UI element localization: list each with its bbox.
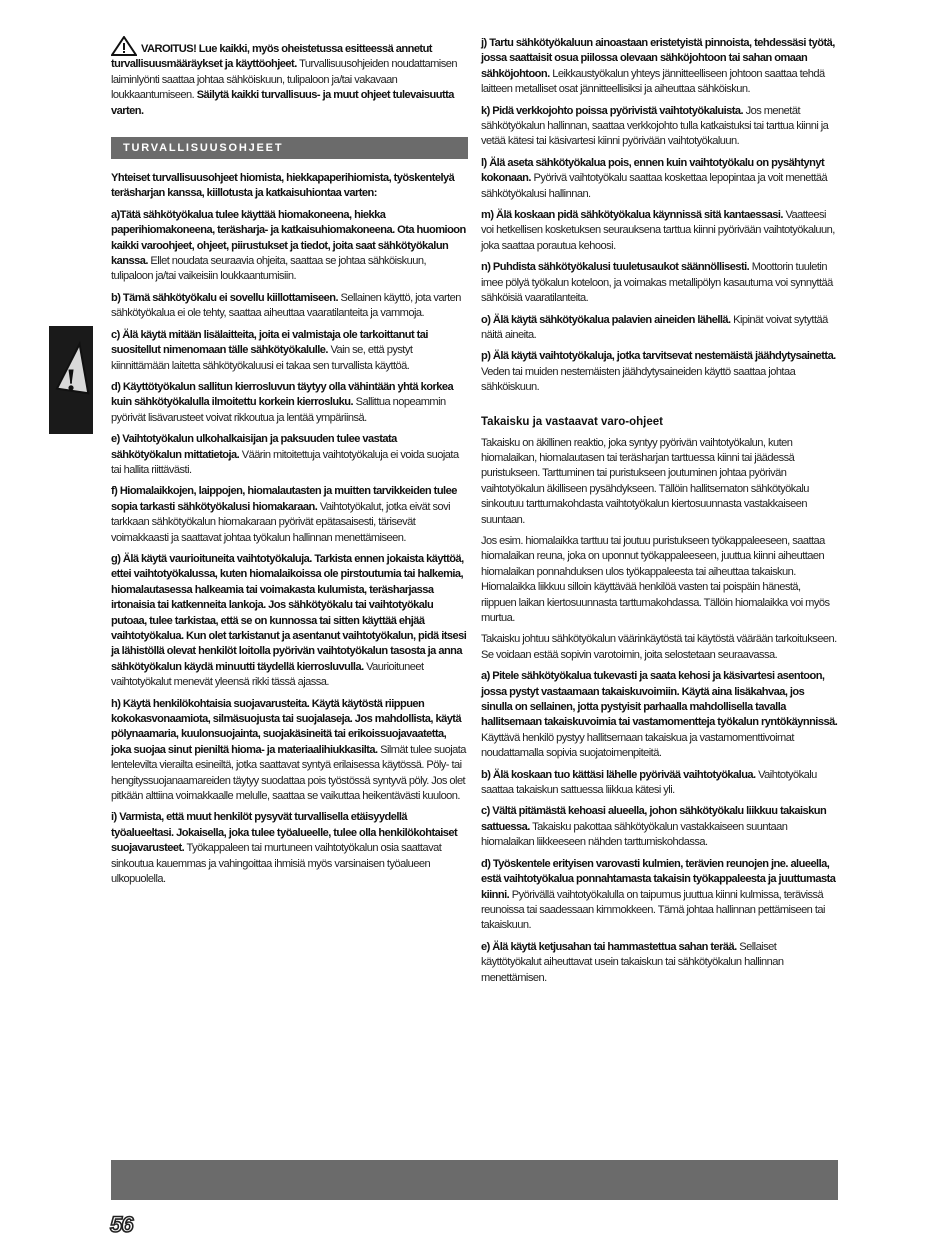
left-item-list (111, 208, 468, 888)
right-column (481, 36, 838, 992)
item-text: Vain se, että pystyt kiinnittämään laitetta sähkötyökaluusi ei takaa sen turvallista käyttöä. (111, 344, 413, 372)
item-text: Pyörivällä vaihtotyökalulla on taipumus juuttua kiinni kulmissa, terävissä reunoissa tai saadessaan kimmokkeen. Tämä johtaa hallinnan pettämiseen tai takaiskuun. (481, 888, 825, 932)
item-bold: h) Käytä henkilökohtaisia suojavarusteita. Käytä käytöstä riippuen kokokasvonaamiota, silmäsuojusta tai suojalaseja. Jos mahdollista, käytä pölynaamaria, kuulonsuojainta, suojakäsineitä tai erikoissuojavaatetta, joka suojaa sinut pieniltä hioma- ja materiaalihiukkasilta. (111, 697, 462, 756)
item-bold: n) Puhdista sähkötyökalusi tuuletusaukot säännöllisesti. (481, 261, 750, 274)
item-text: Leikkaustyökalun yhteys jännitteelliseen johtoon saattaa tehdä laitteen metalliset osat jännitteellisiksi ja aiheuttaa sähköiskun. (481, 67, 825, 96)
kickback-item-list (481, 669, 838, 986)
list-item (111, 208, 468, 285)
kickback-paragraph: Jos esim. hiomalaikka tarttuu tai joutuu puristukseen työkappaleeseen, saattaa hiomalaikan reuna, joka on uponnut työkappaleeseen, juuttua kiinni aiheuttaen hiomalaikan ponnahduksen ulos työkappaleesta tai aiheuttaa takaiskun. Hiomalaikka liikkuu silloin käyttävää henkilöä vasten tai poispäin hänestä, riippuen laikan kiertosuunnasta tarttumakohdassa. Tällöin hiomalaikka voi myös murtua. (481, 534, 830, 624)
item-text: Vaatteesi voi hetkellisen kosketuksen seurauksena tarttua kiinni pyörivään vaihtotyökaluun, joka saattaa porautua kehoosi. (481, 209, 835, 252)
list-item (481, 940, 838, 986)
item-bold: i) Varmista, että muut henkilöt pysyvät turvallisella etäisyydellä työalueeltasi. Jokaisella, joka tulee työalueelle, tulee olla henkilökohtaiset suojavarusteet. (111, 811, 458, 855)
list-item (481, 857, 838, 934)
item-bold: d) Työskentele erityisen varovasti kulmien, terävien reunojen jne. alueella, estä vaihtotyökalua ponnahtamasta takaisin työkappaleesta ja juuttumasta kiinni. (481, 857, 836, 901)
intro-text: Yhteiset turvallisuusohjeet hiomista, hiekkapaperihiomista, työskentelyä teräsharjan kanssa, kiillotusta ja katkaisuhiontaa varten: (111, 172, 455, 200)
right-item-list (481, 36, 838, 396)
list-item (481, 104, 838, 150)
item-text: Jos menetät sähkötyökalun hallinnan, saattaa verkkojohto tulla katkaistuksi tai tarttua kiinni ja vetää kätesi tai käsivartesi kiinni pyörivään vaihtotyökaluun. (481, 104, 829, 148)
list-item (481, 208, 838, 254)
item-text: Veden tai muiden nestemäisten jäähdytysaineiden käyttö saattaa johtaa sähköiskuun. (481, 365, 796, 394)
item-bold: m) Älä koskaan pidä sähkötyökalua käynnissä sitä kantaessasi. (481, 209, 783, 222)
warning-bold: VAROITUS! Lue kaikki, myös oheistetussa esitteessä annetut turvallisuusmääräykset ja käyttöohjeet. (111, 43, 432, 71)
item-text: Käyttävä henkilö pystyy hallitsemaan takaiskua ja vastamomenttivoimat noudattamalla sopivia suojatoimenpiteitä. (481, 731, 794, 760)
item-bold: c) Vältä pitämästä kehoasi alueella, johon sähkötyökalu liikkuu takaiskun sattuessa. (481, 805, 827, 833)
item-text: Sellainen käyttö, jota varten sähkötyökalua ei ole tehty, saattaa aiheuttaa vaaratilanteita ja vammoja. (111, 291, 461, 320)
intro-paragraph (111, 171, 468, 202)
item-bold: j) Tartu sähkötyökaluun ainoastaan eristetyistä pinnoista, tehdessäsi työtä, jossa saattaisit osua piilossa olevaan sähköjohtoon tai sahan omaan sähköjohtoon. (481, 37, 835, 80)
page-number: 56 (110, 1212, 133, 1237)
warning-bold-2: Säilytä kaikki turvallisuus- ja muut ohjeet tulevaisuutta varten. (111, 89, 454, 117)
list-item (481, 669, 838, 761)
item-bold: c) Älä käytä mitään lisälaitteita, joita ei valmistaja ole tarkoittanut tai suositellut nimenomaan tälle sähkötyökalulle. (111, 328, 428, 357)
warning-triangle-icon (111, 36, 137, 56)
list-item (111, 291, 468, 322)
item-bold: b) Älä koskaan tuo kättäsi lähelle pyörivää vaihtotyökalua. (481, 768, 756, 781)
list-item (481, 313, 838, 344)
item-text: Takaisku pakottaa sähkötyökalun vastakkaiseen suuntaan hiomalaikan liikkeeseen nähden tarttumiskohdassa. (481, 820, 788, 849)
item-bold: e) Vaihtotyökalun ulkohalkaisijan ja paksuuden tulee vastata sähkötyökalun mittatietoja. (111, 433, 397, 461)
item-bold: k) Pidä verkkojohto poissa pyörivistä vaihtotyökaluista. (481, 104, 744, 117)
item-text: Väärin mitoitettuja vaihtotyökaluja ei voida suojata tai hallita riittävästi. (111, 448, 459, 476)
list-item (481, 349, 838, 395)
item-bold: p) Älä käytä vaihtotyökaluja, jotka tarvitsevat nestemäistä jäähdytysainetta. (481, 350, 836, 363)
item-text: Sellaiset käyttötyökalut aiheuttavat usein takaiskun tai sähkötyökalun hallinnan menettämisen. (481, 940, 784, 984)
list-item (481, 260, 838, 306)
item-text: Sallittua nopeammin pyörivät lisävarusteet voivat rikkoutua ja lentää ympäriinsä. (111, 396, 446, 424)
kickback-paragraphs (481, 436, 838, 664)
exclamation-triangle-icon (49, 326, 93, 434)
item-bold: g) Älä käytä vaurioituneita vaihtotyökaluja. Tarkista ennen jokaista käyttöä, ettei vaihtotyökalussa, kuten hiomalaikoissa ole pirstoutumia tai halkemia, hiomalautasessa halkeamia tai voimakasta kulumista, teräsharjassa irtonaisia tai katkenneita lankoja. Jos sähkötyökalu tai vaihtotyökalu putoaa, tulee tarkistaa, että se on kunnossa tai sitten käyttää ehjää vaihtotyökalua. Kun olet tarkistanut ja asentanut vaihtotyökalun, pidä itsesi ja lähistöllä olevat henkilöt loitolla pyörivän vaihtotyökalun tasosta ja anna sähkötyökalun käydä minuutti täydellä kierrosluvulla. (111, 552, 467, 673)
list-item (111, 552, 468, 691)
list-item (111, 810, 468, 887)
kickback-paragraph: Takaisku johtuu sähkötyökalun väärinkäytöstä tai käytöstä väärään tarkoitukseen. Se voidaan estää sopivin varotoimin, joita selostetaan seuraavassa. (481, 633, 837, 661)
list-item (481, 804, 838, 850)
section-header: TURVALLISUUSOHJEET (111, 137, 468, 159)
item-bold: o) Älä käytä sähkötyökalua palavien aineiden lähellä. (481, 313, 731, 326)
side-warning-tab (49, 326, 93, 434)
footer-bar (111, 1160, 838, 1200)
item-text: Silmät tulee suojata lentelevilta vierailta esineiltä, jotka saattavat syntyä erilaisessa käytössä. Pöly- tai hengityssuojanaamareiden täytyy suodattaa pois työstössä syntyvä pöly. Jos olet pitkään alttiina voimakkaalle melulle, saattaa se vaikuttaa heikentävästi kuuloon. (111, 743, 466, 803)
item-text: Vaurioituneet vaihtotyökalut menevät yleensä rikki tässä ajassa. (111, 660, 424, 689)
item-text: Moottorin tuuletin imee pölyä työkalun koteloon, ja voimakas metallipölyn kasautuma voi synnyttää sähköisiä vaaratilanteita. (481, 261, 833, 305)
item-bold: a) Pitele sähkötyökalua tukevasti ja saata kehosi ja käsivartesi asentoon, jossa pystyt vastaamaan takaiskuvoimiin. Käytä aina lisäkahvaa, jos sinulla on sellainen, jotta pystyisit parhaalla mahdollisella tavalla hallitsemaan takaiskuvoimia tai vastamomentteja työkalun ryntökäynnissä. (481, 670, 838, 729)
item-bold: d) Käyttötyökalun sallitun kierrosluvun täytyy olla vähintään yhtä korkea kuin sähkötyökalulla ilmoitettu korkein kierrosluku. (111, 380, 454, 409)
left-column (111, 36, 468, 894)
item-bold: l) Älä aseta sähkötyökalua pois, ennen kuin vaihtotyökalu on pysähtynyt kokonaan. (481, 156, 825, 185)
kickback-title: Takaisku ja vastaavat varo-ohjeet (481, 415, 663, 428)
warning-text: Turvallisuusohjeiden noudattamisen laiminlyönti saattaa johtaa sähköiskuun, tulipaloon ja/tai vakavaan loukkaantumiseen. (111, 58, 457, 102)
list-item (481, 156, 838, 202)
list-item (111, 380, 468, 426)
item-bold: a)Tätä sähkötyökalua tulee käyttää hiomakoneena, hiekka paperihiomakoneena, teräsharja- ja katkaisuhiomakoneena. Ota huomioon kaikki varoohjeet, ohjeet, piirustukset ja tiedot, joita saat sähkötyökalun kanssa. (111, 208, 466, 268)
item-text: Vaihtotyökalut, jotka eivät sovi tarkkaan sähkötyökalun hiomakaraan pyörivät epätasaisesti, tärisevät voimakkaasti ja saattavat johtaa työkalun hallinnan menettämiseen. (111, 500, 451, 544)
kickback-paragraph: Takaisku on äkillinen reaktio, joka syntyy pyörivän vaihtotyökalun, kuten hiomalaikan, hiomalautasen tai teräsharjan tarttuessa kiinni tai jäädessä puristukseen. Tarttuminen tai puristukseen joutuminen johtaa pyörivän vaihtotyökalun äkilliseen pysähdykseen. Tällöin hallitsematon sähkötyökalu sinkoutuu tarttumakohdasta vaihtotyökalun kiertosuunnasta vastakkaiseen suuntaan. (481, 436, 809, 526)
warning-block (111, 36, 468, 119)
list-item (481, 768, 838, 799)
item-bold: e) Älä käytä ketjusahan tai hammastettua sahan terää. (481, 940, 737, 953)
list-item (111, 484, 468, 546)
list-item (111, 328, 468, 374)
list-item (111, 432, 468, 478)
item-text: Työkappaleen tai murtuneen vaihtotyökalun osia saattavat sinkoutua kauemmas ja vahingoittaa ihmisiä myös varsinaisen työalueen ulkopuolella. (111, 842, 442, 886)
item-text: Pyörivä vaihtotyökalu saattaa koskettaa lepopintaa ja voit menettää sähkötyökalusi hallinnan. (481, 172, 828, 200)
item-text: Vaihtotyökalu saattaa takaiskun sattuessa liikkua kätesi yli. (481, 768, 817, 797)
item-text: Ellet noudata seuraavia ohjeita, saattaa se johtaa sähköiskuun, tulipaloon ja/tai vaikeisiin loukkaantumisiin. (111, 255, 426, 283)
list-item (481, 36, 838, 98)
item-bold: b) Tämä sähkötyökalu ei sovellu kiillottamiseen. (111, 291, 338, 304)
list-item (111, 697, 468, 805)
svg-text:!: ! (64, 364, 78, 397)
item-text: Kipinät voivat sytyttää näitä aineita. (481, 313, 828, 341)
item-bold: f) Hiomalaikkojen, laippojen, hiomalautasten ja muitten tarvikkeiden tulee sopia tarkasti sähkötyökalusi hiomakaraan. (111, 485, 457, 513)
